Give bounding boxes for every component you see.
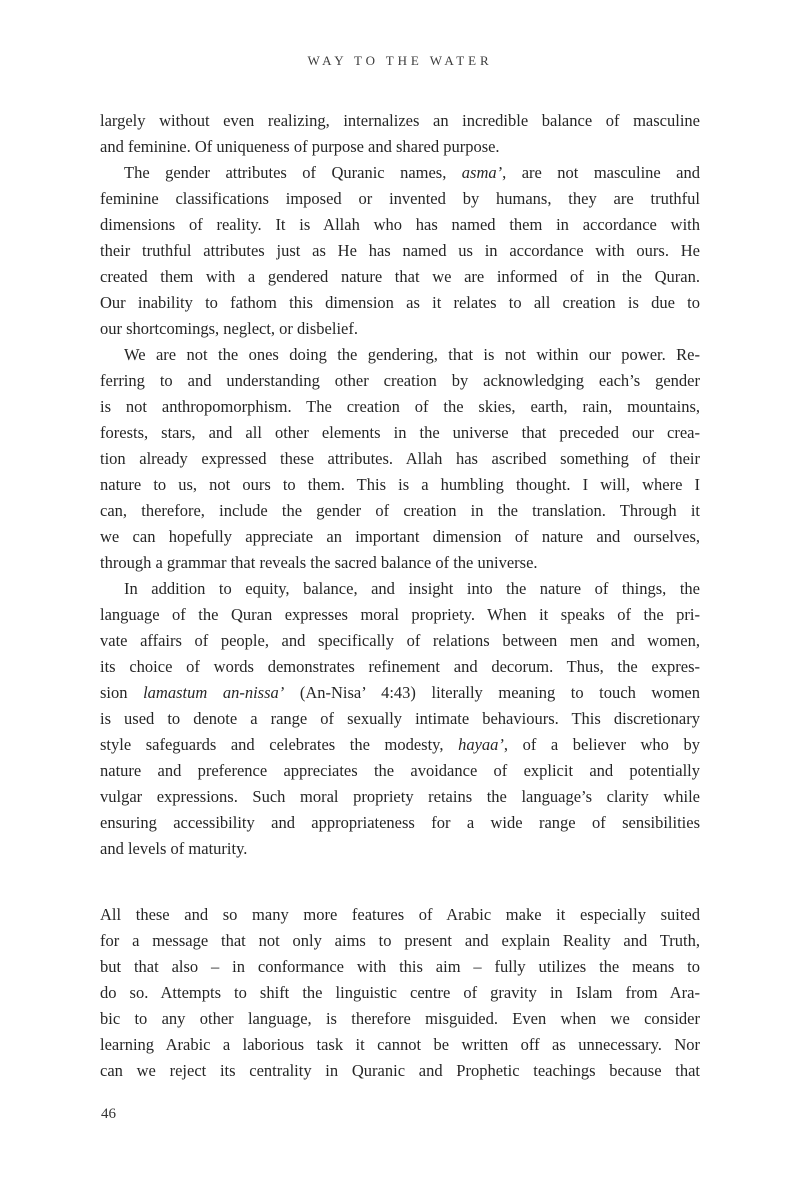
paragraph — [100, 108, 700, 160]
text-line: Our inability to fathom this dimension as it relates to all creation is due to — [100, 293, 700, 312]
text-line: nature to us, not ours to them. This is a humbling thought. I will, where I — [100, 475, 700, 494]
text-line: vate affairs of people, and specifically of relations between men and women, — [100, 631, 700, 650]
text-line: forests, stars, and all other elements in the universe that preceded our crea- — [100, 423, 700, 442]
text-line: our shortcomings, neglect, or disbelief. — [100, 319, 358, 338]
text-line: we can hopefully appreciate an important dimension of nature and ourselves, — [100, 527, 700, 546]
text-line: language of the Quran expresses moral propriety. When it speaks of the pri- — [100, 605, 700, 624]
text-line: style safeguards and celebrates the modesty, hayaa’, of a believer who by — [100, 735, 700, 754]
text-line: its choice of words demonstrates refinement and decorum. Thus, the expres- — [100, 657, 700, 676]
running-header: WAY TO THE WATER — [307, 53, 493, 68]
text-line: feminine classifications imposed or invented by humans, they are truthful — [100, 189, 700, 208]
text-line: All these and so many more features of Arabic make it especially suited — [100, 905, 700, 924]
text-line: through a grammar that reveals the sacred balance of the universe. — [100, 553, 538, 572]
text-line: bic to any other language, is therefore misguided. Even when we consider — [100, 1009, 700, 1028]
text-line: can, therefore, include the gender of creation in the translation. Through it — [100, 501, 700, 520]
text-line: ferring to and understanding other creation by acknowledging each’s gender — [100, 371, 700, 390]
text-line: tion already expressed these attributes. Allah has ascribed something of their — [100, 449, 700, 468]
text-line: is not anthropomorphism. The creation of the skies, earth, rain, mountains, — [100, 397, 700, 416]
text-line: do so. Attempts to shift the linguistic centre of gravity in Islam from Ara- — [100, 983, 700, 1002]
text-line: learning Arabic a laborious task it cannot be written off as unnecessary. Nor — [100, 1035, 700, 1054]
text-line: dimensions of reality. It is Allah who has named them in accordance with — [100, 215, 700, 234]
text-line: but that also – in conformance with this aim – fully utilizes the means to — [100, 957, 700, 976]
page-number: 46 — [101, 1106, 116, 1122]
paragraph — [100, 342, 700, 576]
text-line: and feminine. Of uniqueness of purpose and shared purpose. — [100, 137, 500, 156]
body-text — [100, 108, 700, 1084]
text-line: The gender attributes of Quranic names, asma’, are not masculine and — [124, 163, 700, 182]
paragraph — [100, 160, 700, 342]
paragraph — [100, 576, 700, 862]
text-line: can we reject its centrality in Quranic and Prophetic teachings because that — [100, 1061, 700, 1080]
text-line: for a message that not only aims to present and explain Reality and Truth, — [100, 931, 700, 950]
paragraph — [100, 902, 700, 1084]
text-line: ensuring accessibility and appropriateness for a wide range of sensibilities — [100, 813, 700, 832]
text-line: nature and preference appreciates the avoidance of explicit and potentially — [100, 761, 700, 780]
text-line: sion lamastum an-nissa’ (An-Nisa’ 4:43) literally meaning to touch women — [100, 683, 700, 702]
text-line: In addition to equity, balance, and insight into the nature of things, the — [124, 579, 700, 598]
text-line: and levels of maturity. — [100, 839, 248, 858]
text-line: vulgar expressions. Such moral propriety retains the language’s clarity while — [100, 787, 700, 806]
text-line: largely without even realizing, internalizes an incredible balance of masculine — [100, 111, 700, 130]
text-line: created them with a gendered nature that we are informed of in the Quran. — [100, 267, 700, 286]
text-line: their truthful attributes just as He has named us in accordance with ours. He — [100, 241, 700, 260]
text-line: is used to denote a range of sexually intimate behaviours. This discretionary — [100, 709, 700, 728]
text-line: We are not the ones doing the gendering, that is not within our power. Re- — [124, 345, 700, 364]
